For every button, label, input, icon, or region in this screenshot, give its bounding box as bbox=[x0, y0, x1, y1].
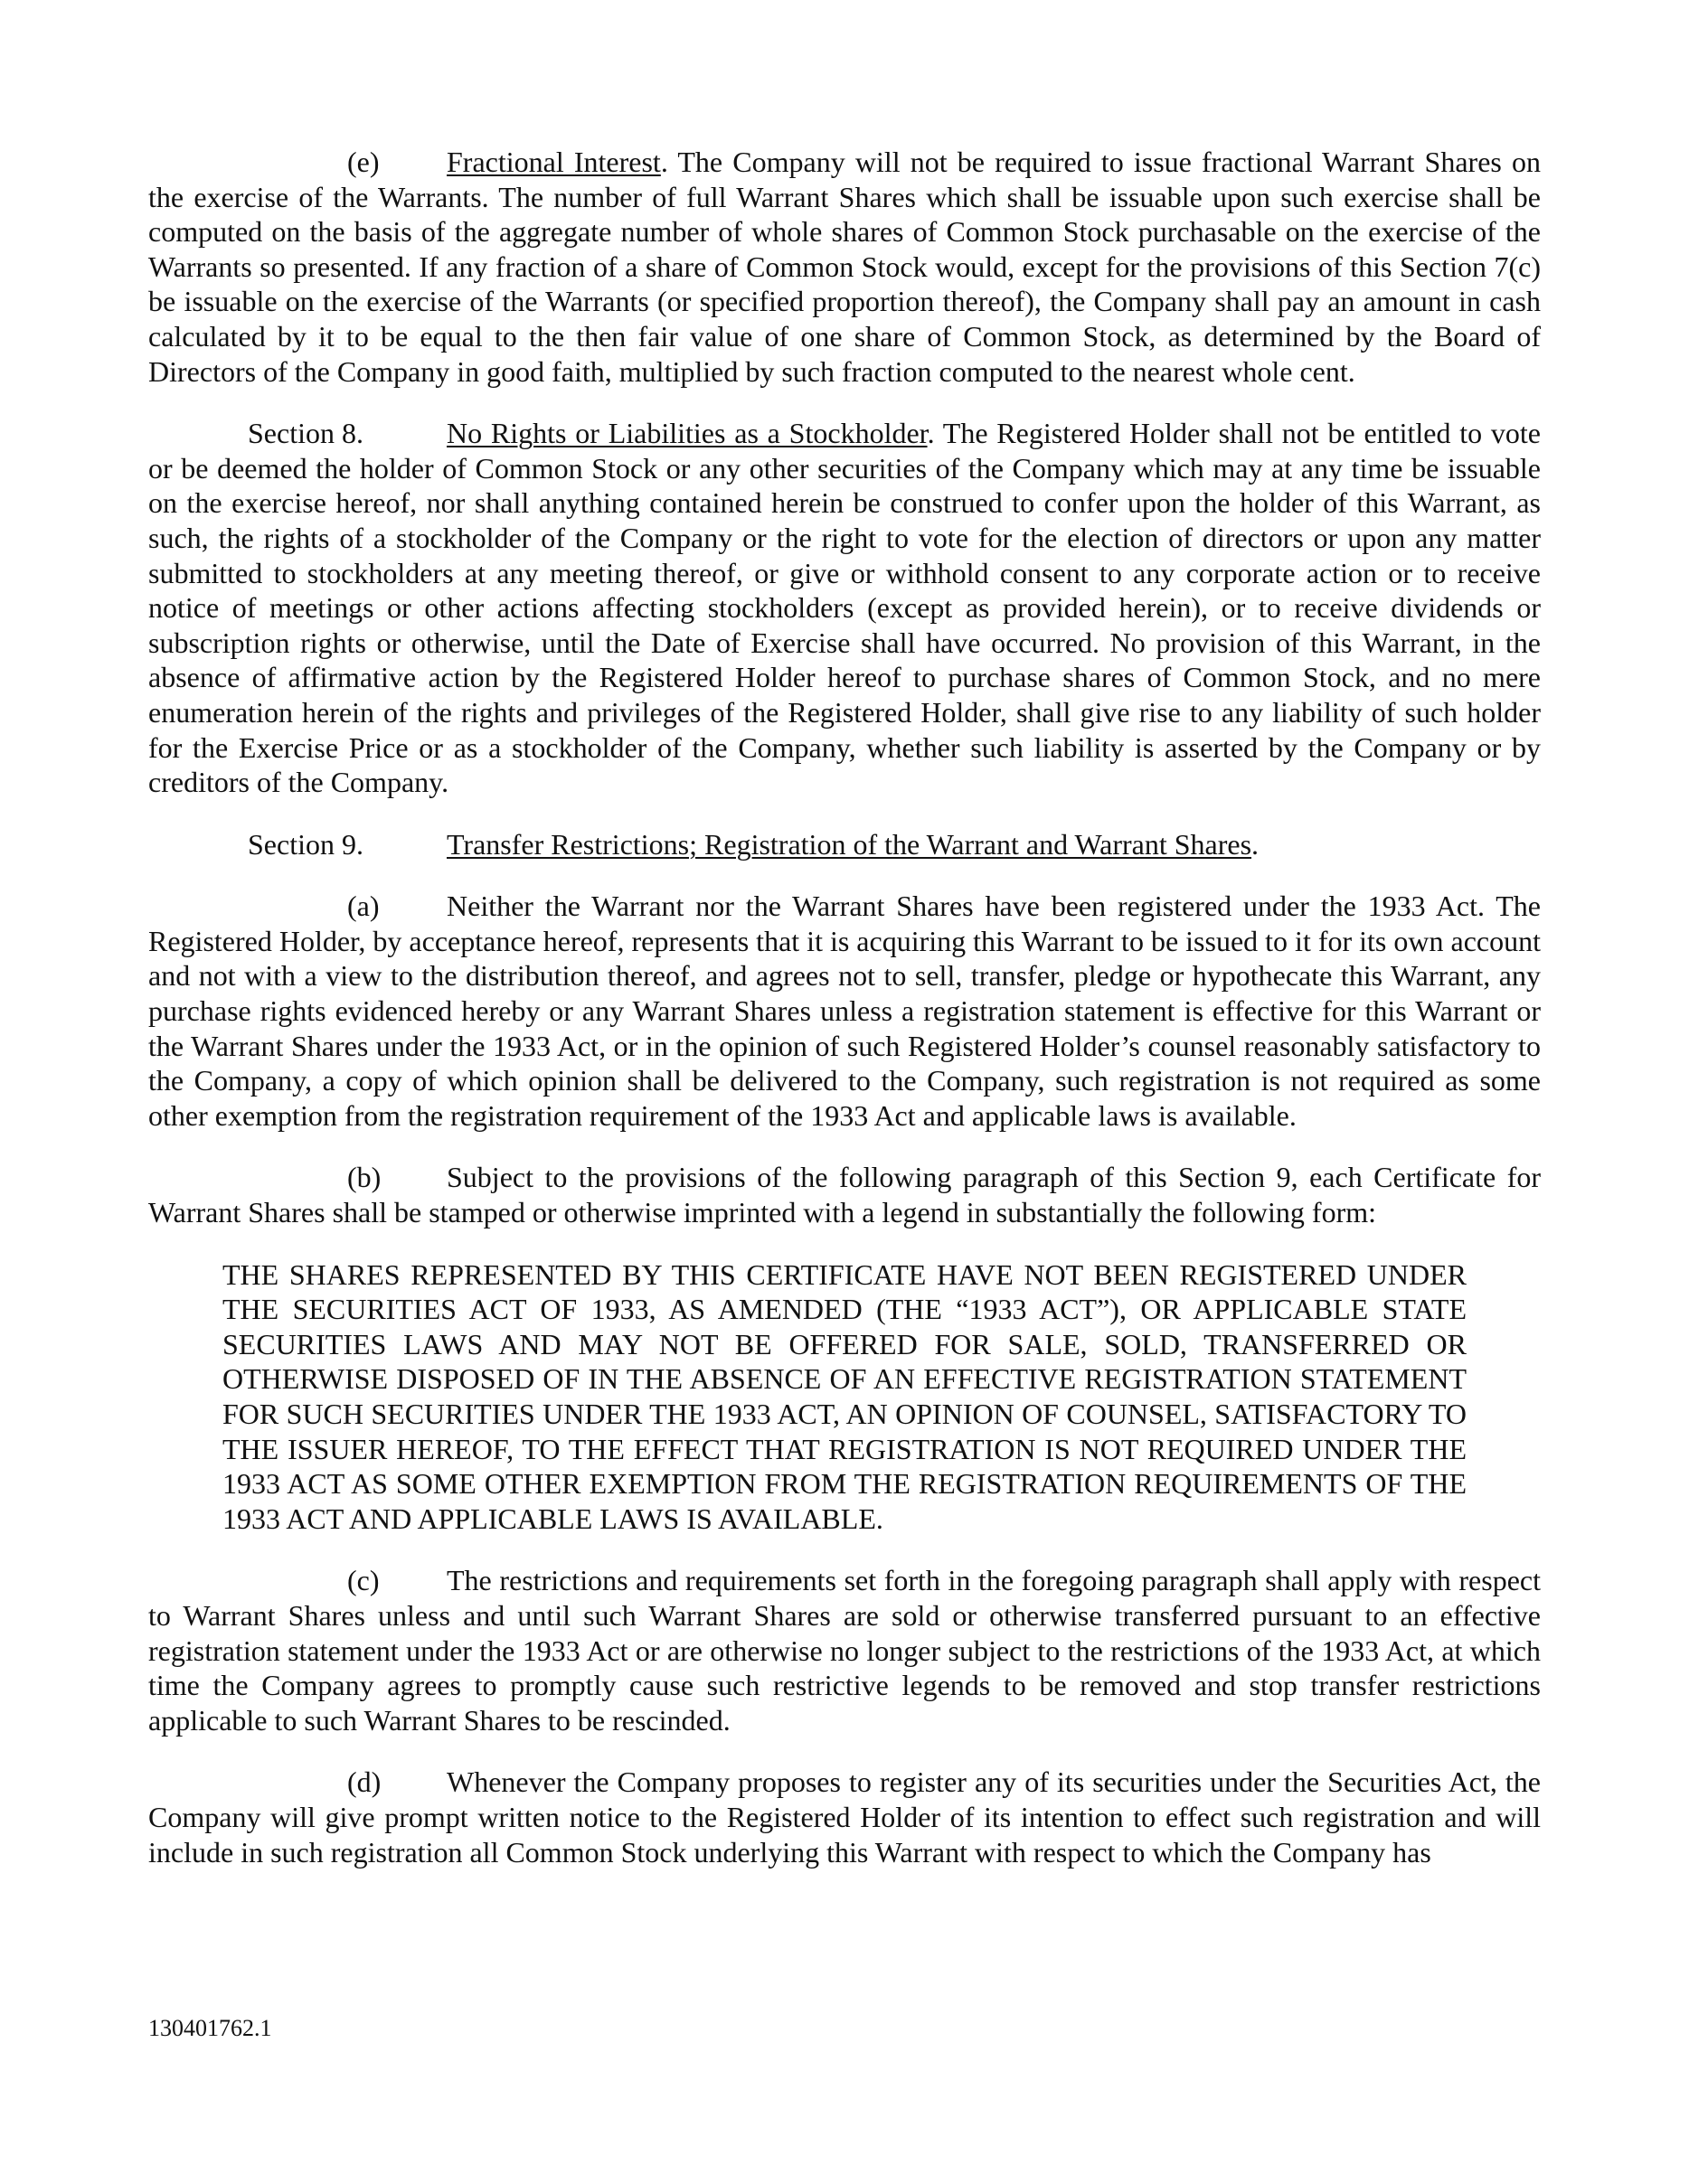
paragraph-e-fractional-interest bbox=[148, 145, 1541, 389]
section-heading: No Rights or Liabilities as a Stockholder bbox=[447, 417, 928, 450]
section-marker: Section 9. bbox=[248, 827, 363, 861]
paragraph-body: Subject to the provisions of the following paragraph of this Section 9, each Certificate for Warrant Shares shall be stamped or otherwise imprinted with a legend in substantially the following form: bbox=[148, 1161, 1541, 1229]
document-id-footer: 130401762.1 bbox=[148, 2015, 272, 2041]
paragraph-body: Neither the Warrant nor the Warrant Shares have been registered under the 1933 Act. The Registered Holder, by acceptance hereof, represents that it is acquiring this Warrant to be issued to it for its own account and not with a view to the distribution thereof, and agrees not to sell, transfer, pledge or hypothecate this Warrant, any purchase rights evidenced hereby or any Warrant Shares unless a registration statement is effective for this Warrant or the Warrant Shares under the 1933 Act, or in the opinion of such Registered Holder’s counsel reasonably satisfactory to the Company, a copy of which opinion shall be delivered to the Company, such registration is not required as some other exemption from the registration requirement of the 1933 Act and applicable laws is available. bbox=[148, 890, 1541, 1132]
section-marker: Section 8. bbox=[248, 417, 363, 450]
paragraph-body: . The Company will not be required to issue fractional Warrant Shares on the exercise of the Warrants. The number of full Warrant Shares which shall be issuable upon such exercise shall be computed on the basis of the aggregate number of whole shares of Common Stock purchasable on the exercise of the Warrants so presented. If any fraction of a share of Common Stock would, except for the provisions of this Section 7(c) be issuable on the exercise of the Warrants (or specified proportion thereof), the Company shall pay an amount in cash calculated by it to be equal to the then fair value of one share of Common Stock, as determined by the Board of Directors of the Company in good faith, multiplied by such fraction computed to the nearest whole cent. bbox=[148, 146, 1542, 388]
section-body: . bbox=[1251, 827, 1260, 861]
paragraph-c bbox=[148, 1563, 1541, 1737]
section-8 bbox=[148, 416, 1541, 800]
restrictive-legend: THE SHARES REPRESENTED BY THIS CERTIFICATE HAVE NOT BEEN REGISTERED UNDER THE SECURITIES ACT OF 1933, AS AMENDED (THE “1933 ACT”), OR APPLICABLE STATE SECURITIES LAWS AND MAY NOT BE OFFERED FOR SALE, SOLD, TRANSFERRED OR OTHERWISE DISPOSED OF IN THE ABSENCE OF AN EFFECTIVE REGISTRATION STATEMENT FOR SUCH SECURITIES UNDER THE 1933 ACT, AN OPINION OF COUNSEL, SATISFACTORY TO THE ISSUER HEREOF, TO THE EFFECT THAT REGISTRATION IS NOT REQUIRED UNDER THE 1933 ACT AS SOME OTHER EXEMPTION FROM THE REGISTRATION REQUIREMENTS OF THE 1933 ACT AND APPLICABLE LAWS IS AVAILABLE. bbox=[222, 1257, 1467, 1535]
section-heading: Transfer Restrictions; Registration of the Warrant and Warrant Shares bbox=[447, 827, 1252, 861]
paragraph-marker: (b) bbox=[347, 1161, 382, 1194]
paragraph-d bbox=[148, 1765, 1541, 1869]
document-page bbox=[148, 145, 1541, 1897]
paragraph-body: Whenever the Company proposes to register any of its securities under the Securities Act, the Company will give prompt written notice to the Registered Holder of its intention to effect such registration and will include in such registration all Common Stock underlying this Warrant with respect to which the Company has bbox=[148, 1765, 1541, 1869]
section-9 bbox=[148, 827, 1541, 862]
paragraph-marker: (a) bbox=[347, 890, 380, 923]
section-body: . The Registered Holder shall not be entitled to vote or be deemed the holder of Common Stock or any other securities of the Company which may at any time be issuable on the exercise hereof, nor shall anything contained herein be construed to confer upon the holder of this Warrant, as such, the rights of a stockholder of the Company or the right to vote for the election of directors or upon any matter submitted to stockholders at any meeting thereof, or give or withhold consent to any corporate action or to receive notice of meetings or other actions affecting stockholders (except as provided herein), or to receive dividends or subscription rights or otherwise, until the Date of Exercise shall have occurred. No provision of this Warrant, in the absence of affirmative action by the Registered Holder hereof to purchase shares of Common Stock, and no mere enumeration herein of the rights and privileges of the Registered Holder, shall give rise to any liability of such holder for the Exercise Price or as a stockholder of the Company, whether such liability is asserted by the Company or by creditors of the Company. bbox=[148, 417, 1542, 799]
paragraph-marker: (c) bbox=[347, 1564, 380, 1597]
paragraph-a bbox=[148, 889, 1541, 1133]
paragraph-b bbox=[148, 1160, 1541, 1229]
paragraph-body: The restrictions and requirements set forth in the foregoing paragraph shall apply with respect to Warrant Shares unless and until such Warrant Shares are sold or otherwise transferred pursuant to an effective registration statement under the 1933 Act or are otherwise no longer subject to the restrictions of the 1933 Act, at which time the Company agrees to promptly cause such restrictive legends to be removed and stop transfer restrictions applicable to such Warrant Shares to be rescinded. bbox=[148, 1564, 1541, 1737]
paragraph-heading: Fractional Interest bbox=[447, 146, 661, 178]
paragraph-marker: (e) bbox=[347, 146, 380, 178]
paragraph-marker: (d) bbox=[347, 1765, 382, 1799]
